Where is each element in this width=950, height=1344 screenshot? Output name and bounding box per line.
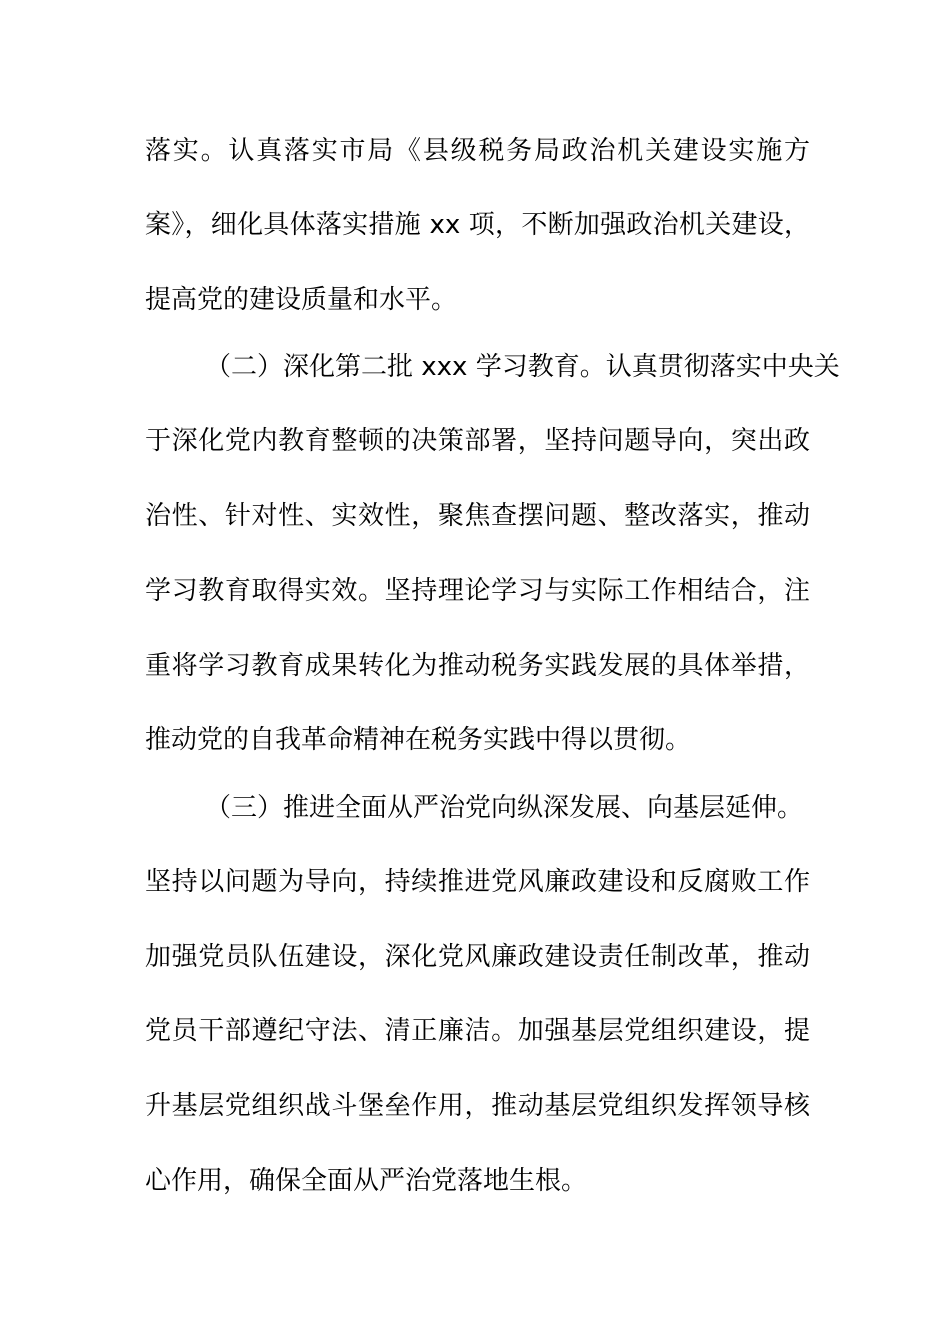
text-line-1: 落实。认真落实市局《县级税务局政治机关建设实施方 [145, 136, 810, 166]
text-line-13: 党员干部遵纪守法、清正廉洁。加强基层党组织建设，提 [145, 1016, 810, 1046]
text-line-11: 坚持以问题为导向，持续推进党风廉政建设和反腐败工作 [145, 867, 810, 897]
text-line-5: 于深化党内教育整顿的决策部署，坚持问题导向，突出政 [145, 426, 810, 456]
text-line-10: （三）推进全面从严治党向纵深发展、向基层延伸。 [205, 793, 804, 823]
text-line-3: 提高党的建设质量和水平。 [145, 285, 458, 315]
text-line-2: 案》，细化具体落实措施 xx 项，不断加强政治机关建设， [145, 210, 810, 240]
text-line-15: 心作用，确保全面从严治党落地生根。 [145, 1166, 588, 1196]
text-line-12: 加强党员队伍建设，深化党风廉政建设责任制改革，推动 [145, 942, 810, 972]
text-line-7: 学习教育取得实效。坚持理论学习与实际工作相结合，注 [145, 576, 810, 606]
text-line-8: 重将学习教育成果转化为推动税务实践发展的具体举措， [145, 651, 810, 681]
text-line-14: 升基层党组织战斗堡垒作用，推动基层党组织发挥领导核 [145, 1091, 810, 1121]
text-line-4: （二）深化第二批 xxx 学习教育。认真贯彻落实中央关 [205, 352, 840, 382]
text-line-9: 推动党的自我革命精神在税务实践中得以贯彻。 [145, 725, 692, 755]
text-line-6: 治性、针对性、实效性，聚焦查摆问题、整改落实，推动 [145, 501, 810, 531]
